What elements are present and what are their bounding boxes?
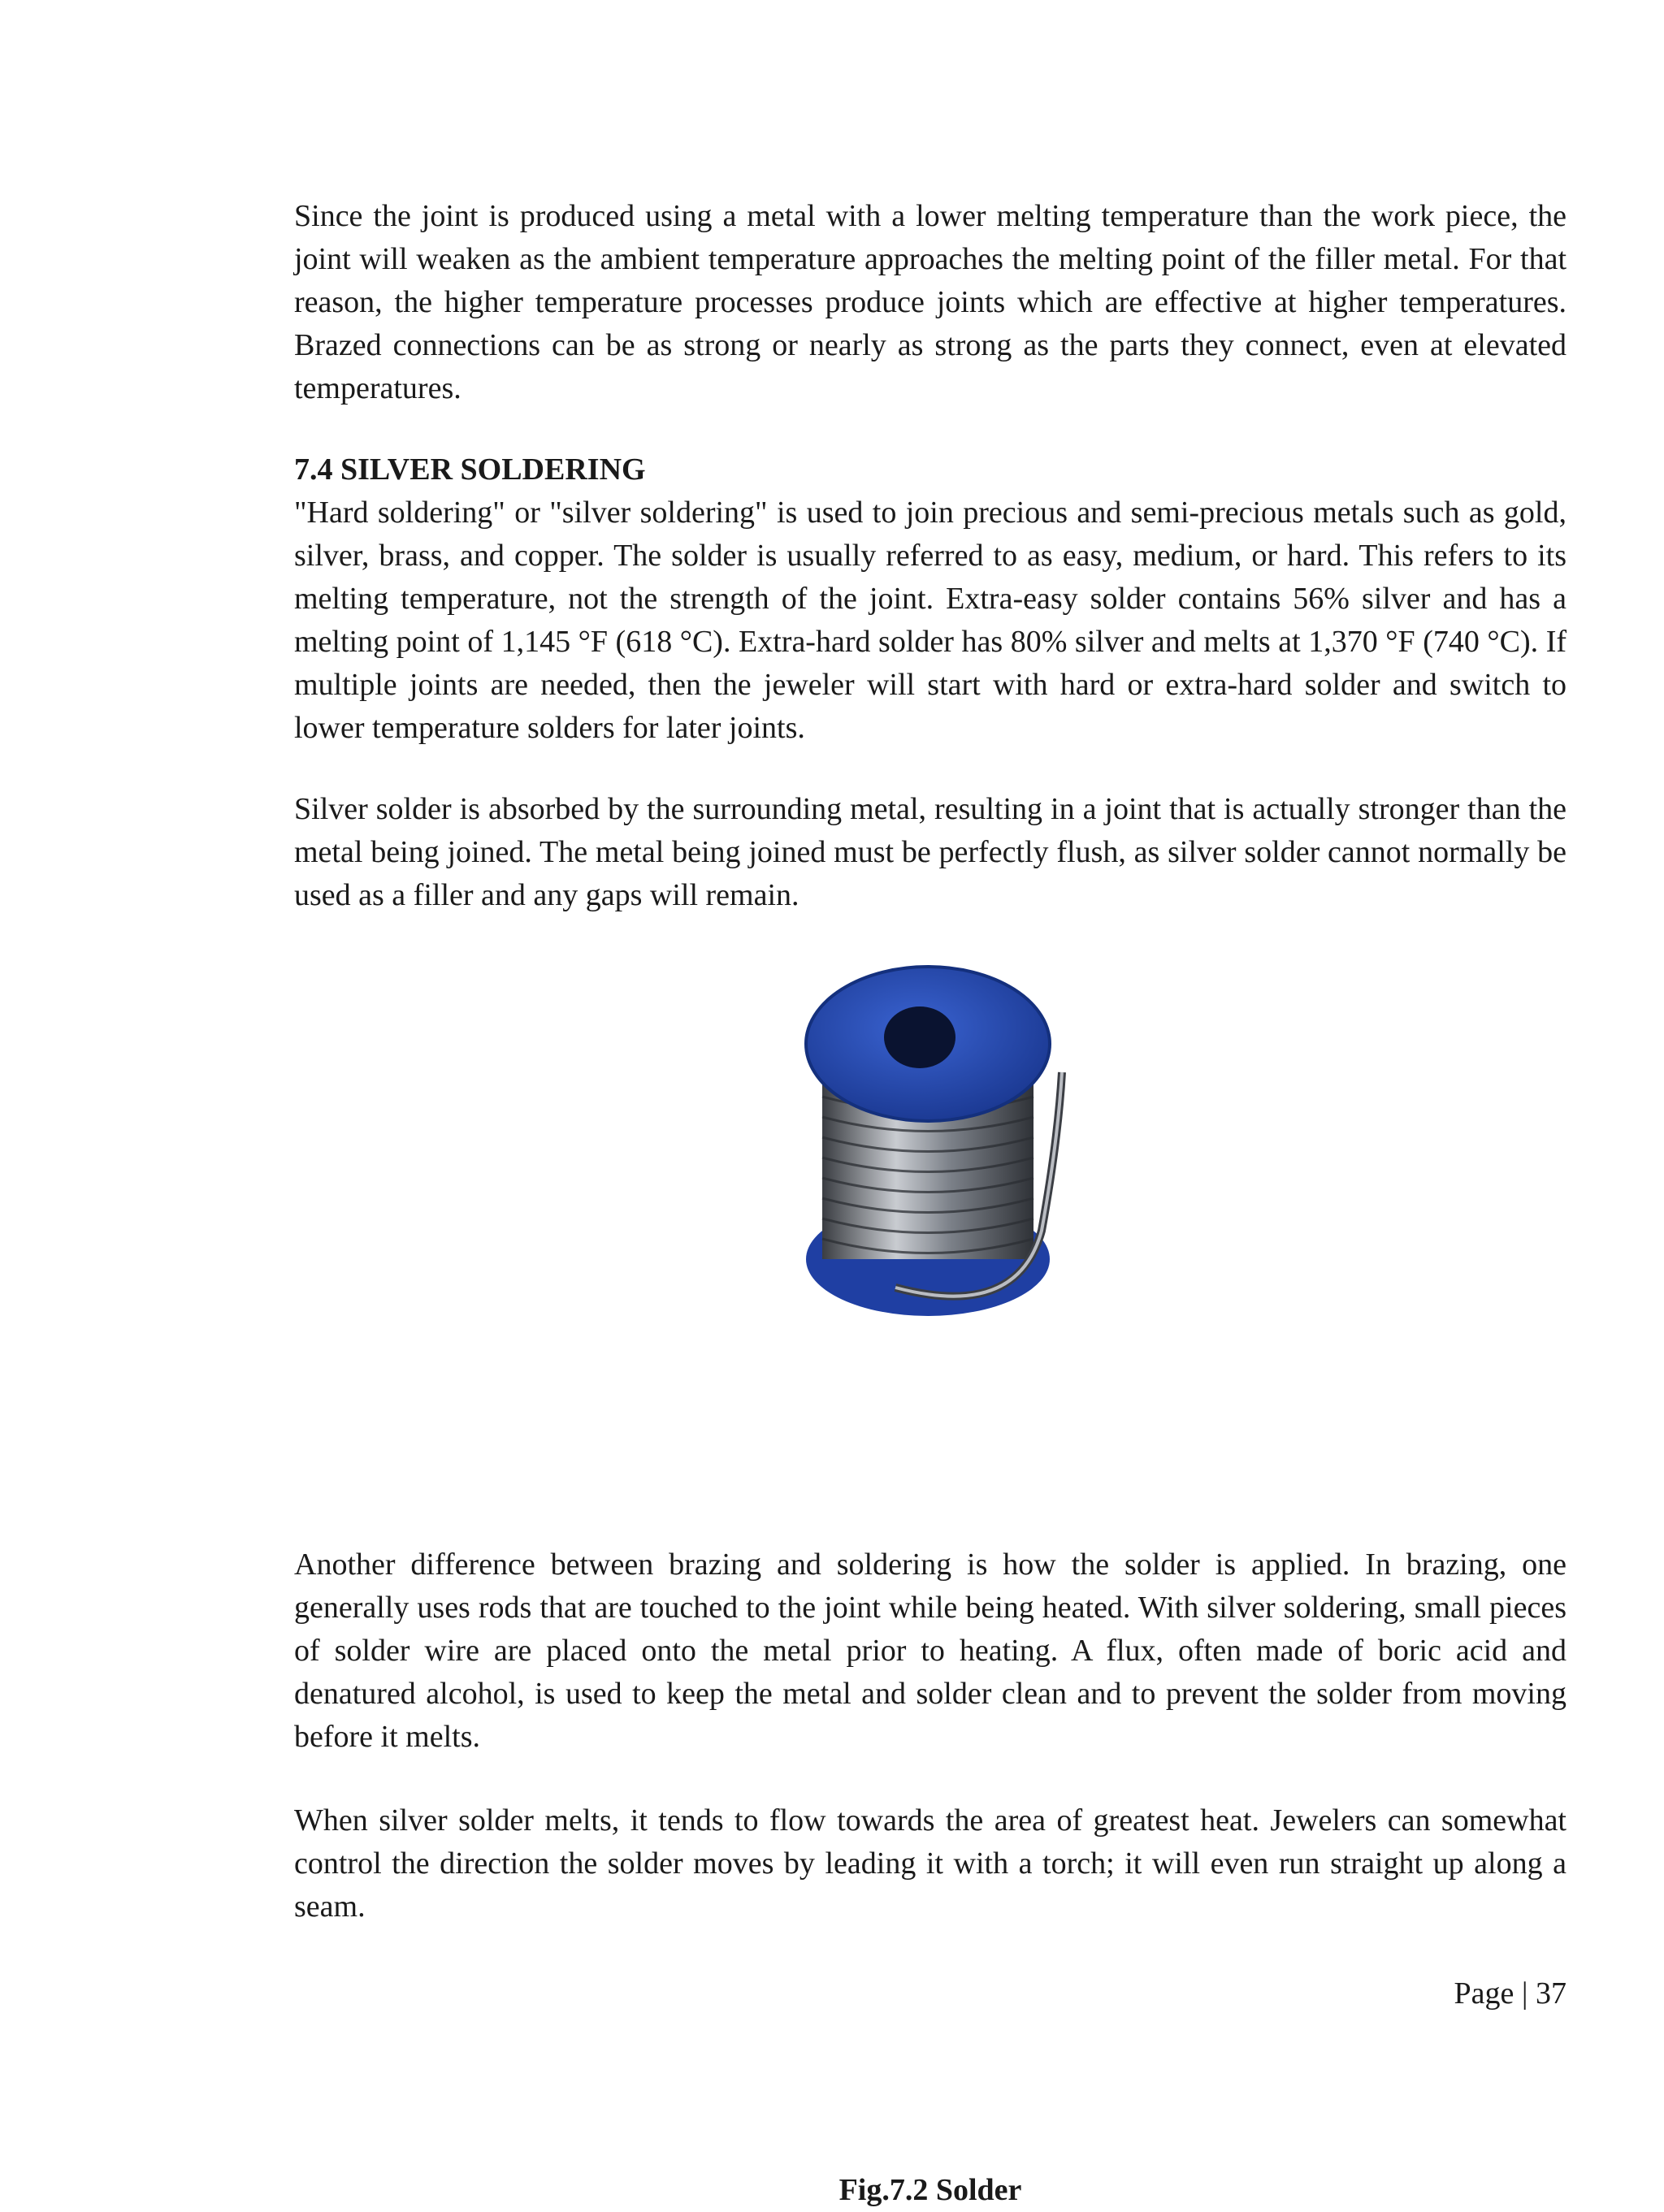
solder-spool-image [774, 963, 1098, 1344]
section-heading: 7.4 SILVER SOLDERING [294, 452, 646, 487]
spool-center-hole [884, 1006, 956, 1068]
page-number: Page | 37 [1454, 1976, 1566, 2011]
paragraph-brazing-vs-soldering: Another difference between brazing and soldering is how the solder is applied. In brazing, one generally uses rods that are touched to the joint while being heated. With silver soldering, small pieces of solder wire are placed onto the metal prior to heating. A flux, often made of boric acid and denatured alcohol, is used to keep the metal and solder clean and to prevent the solder from moving before it melts. [294, 1548, 1566, 1754]
figure-caption: Fig.7.2 Solder [838, 2173, 1022, 2207]
paragraph-solder-flow: When silver solder melts, it tends to flow towards the area of greatest heat. Jewelers can somewhat control the direction the solder moves by leading it with a torch; it will even run straight up along a seam. [294, 1803, 1566, 1924]
paragraph-silver-solder-absorbed: Silver solder is absorbed by the surrounding metal, resulting in a joint that is actually stronger than the metal being joined. The metal being joined must be perfectly flush, as silver solder cannot normally be used as a filler and any gaps will remain. [294, 792, 1566, 912]
paragraph-brazing-strength: Since the joint is produced using a metal with a lower melting temperature than the work piece, the joint will weaken as the ambient temperature approaches the melting point of the filler metal. For that reason, the higher temperature processes produce joints which are effective at higher temperatures. Brazed connections can be as strong or nearly as strong as the parts they connect, even at elevated temperatures. [294, 199, 1566, 405]
paragraph-hard-soldering: "Hard soldering" or "silver soldering" is used to join precious and semi-precious metals such as gold, silver, brass, and copper. The solder is usually referred to as easy, medium, or hard. This refers to its melting temperature, not the strength of the joint. Extra-easy solder contains 56% silver and has a melting point of 1,145 °F (618 °C). Extra-hard solder has 80% silver and melts at 1,370 °F (740 °C). If multiple joints are needed, then the jeweler will start with hard or extra-hard solder and switch to lower temperature solders for later joints. [294, 496, 1566, 745]
